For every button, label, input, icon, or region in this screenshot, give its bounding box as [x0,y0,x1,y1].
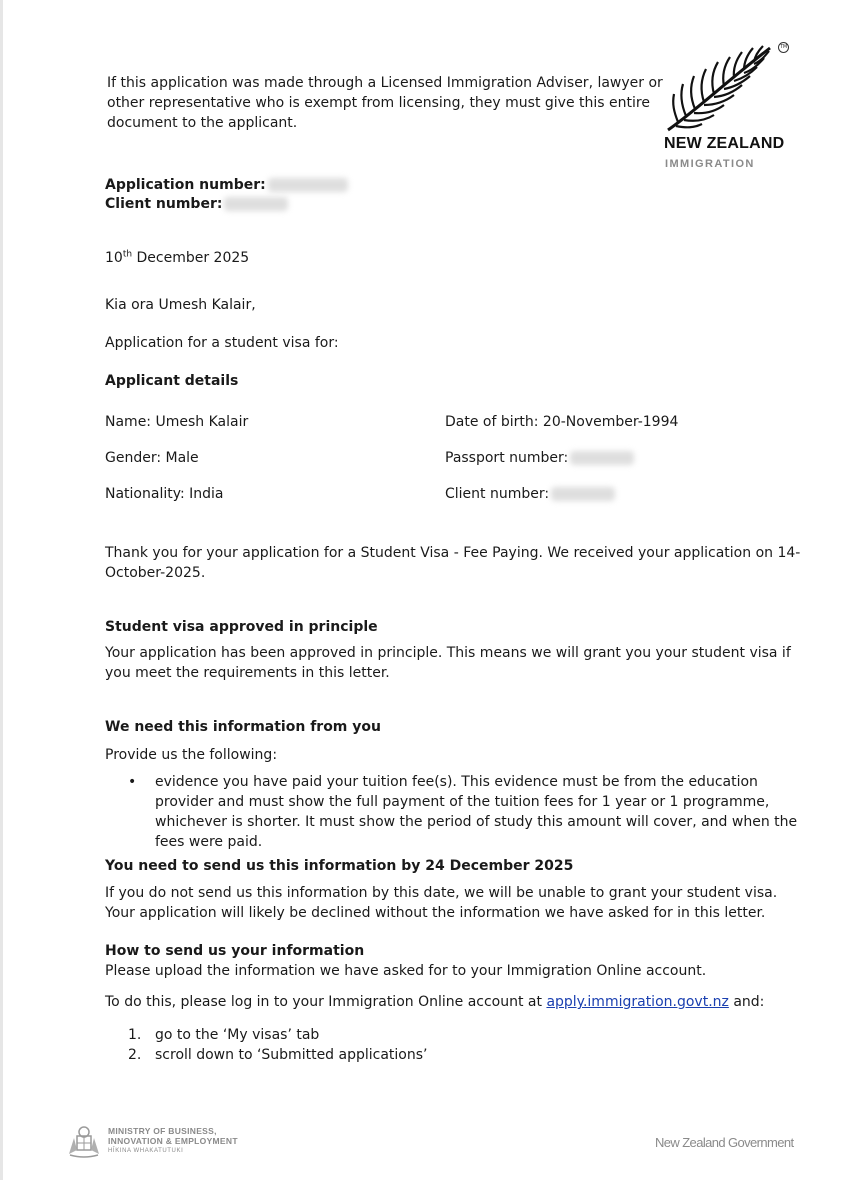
passport-label: Passport number: [445,450,569,466]
paragraph-line: If you do not send us this information by this date, we will be unable to grant your student visa. [105,885,778,901]
login-prefix: To do this, please log in to your Immigration Online account at [105,994,547,1010]
bullet-line: whichever is shorter. It must show the period of study this amount will cover, and when the [155,814,798,830]
client-label: Client number: [445,486,550,502]
application-number [105,175,348,195]
intro-line: document to the applicant. [107,115,298,131]
trademark-icon: TM [778,42,789,53]
step-number: 2. [128,1047,142,1063]
redacted-value [268,178,348,192]
bullet-line: fees were paid. [155,834,263,850]
thanks-paragraph [105,543,800,583]
step-item [128,1025,319,1045]
how-to-heading: How to send us your information [105,943,365,959]
intro-line: If this application was made through a Licensed Immigration Adviser, lawyer or [107,75,663,91]
redacted-value [570,451,634,465]
silver-fern-icon [664,42,776,134]
mbie-subtitle: HĪKINA WHAKATUTUKI [108,1148,184,1154]
letter-date [105,248,249,268]
approved-paragraph [105,643,791,683]
paragraph-line: October-2025. [105,565,206,581]
bullet-line: evidence you have paid your tuition fee(s). This evidence must be from the education [155,774,758,790]
applicant-gender: Gender: Male [105,450,199,466]
paragraph-line: Your application has been approved in principle. This means we will grant you your student visa if [105,645,791,661]
bullet-line: provider and must show the full payment of the tuition fees for 1 year or 1 programme, [155,794,770,810]
deadline-paragraph [105,883,777,923]
date-day: 10 [105,250,123,266]
date-rest: December 2025 [132,250,250,266]
application-number-label: Application number: [105,177,266,193]
passport-number [445,448,634,468]
mbie-line: INNOVATION & EMPLOYMENT [108,1136,238,1146]
info-heading: We need this information from you [105,719,381,735]
immigration-online-link[interactable]: apply.immigration.govt.nz [546,994,729,1010]
info-intro: Provide us the following: [105,747,278,763]
applicant-heading: Applicant details [105,373,239,389]
subject-line: Application for a student visa for: [105,335,339,351]
applicant-name: Name: Umesh Kalair [105,414,249,430]
paragraph-line: Thank you for your application for a Student Visa - Fee Paying. We received your application on 14- [105,545,801,561]
step-number: 1. [128,1027,142,1043]
login-suffix: and: [728,994,765,1010]
page-edge [0,0,3,1180]
nz-government-logo: New Zealand Government [655,1135,794,1150]
coat-of-arms-icon [66,1124,102,1158]
login-instruction [105,992,764,1012]
mbie-logo [66,1122,266,1162]
mbie-line: MINISTRY OF BUSINESS, [108,1126,217,1136]
paragraph-line: Your application will likely be declined without the information we have asked for in this letter. [105,905,766,921]
applicant-dob: Date of birth: 20-November-1994 [445,414,679,430]
paragraph-line: you meet the requirements in this letter. [105,665,390,681]
logo-subtitle: IMMIGRATION [665,158,755,170]
intro-notice [107,73,663,133]
step-text: go to the ‘My visas’ tab [155,1027,320,1043]
step-text: scroll down to ‘Submitted applications’ [155,1047,428,1063]
deadline-heading: You need to send us this information by 24 December 2025 [105,858,574,874]
logo-wordmark: NEW ZEALAND [664,135,785,152]
client-number-label: Client number: [105,196,223,212]
redacted-value [224,197,288,211]
applicant-nationality: Nationality: India [105,486,224,502]
applicant-client-number [445,484,615,504]
mbie-text [108,1126,238,1156]
step-item [128,1045,428,1065]
how-to-line: Please upload the information we have asked for to your Immigration Online account. [105,963,707,979]
redacted-value [551,487,615,501]
approved-heading: Student visa approved in principle [105,619,378,635]
nz-immigration-logo [662,40,792,170]
date-suffix: th [122,249,133,260]
intro-line: other representative who is exempt from licensing, they must give this entire [107,95,650,111]
client-number [105,194,288,214]
greeting: Kia ora Umesh Kalair, [105,297,256,313]
bullet-text [155,772,797,852]
bullet-icon: • [128,774,137,790]
